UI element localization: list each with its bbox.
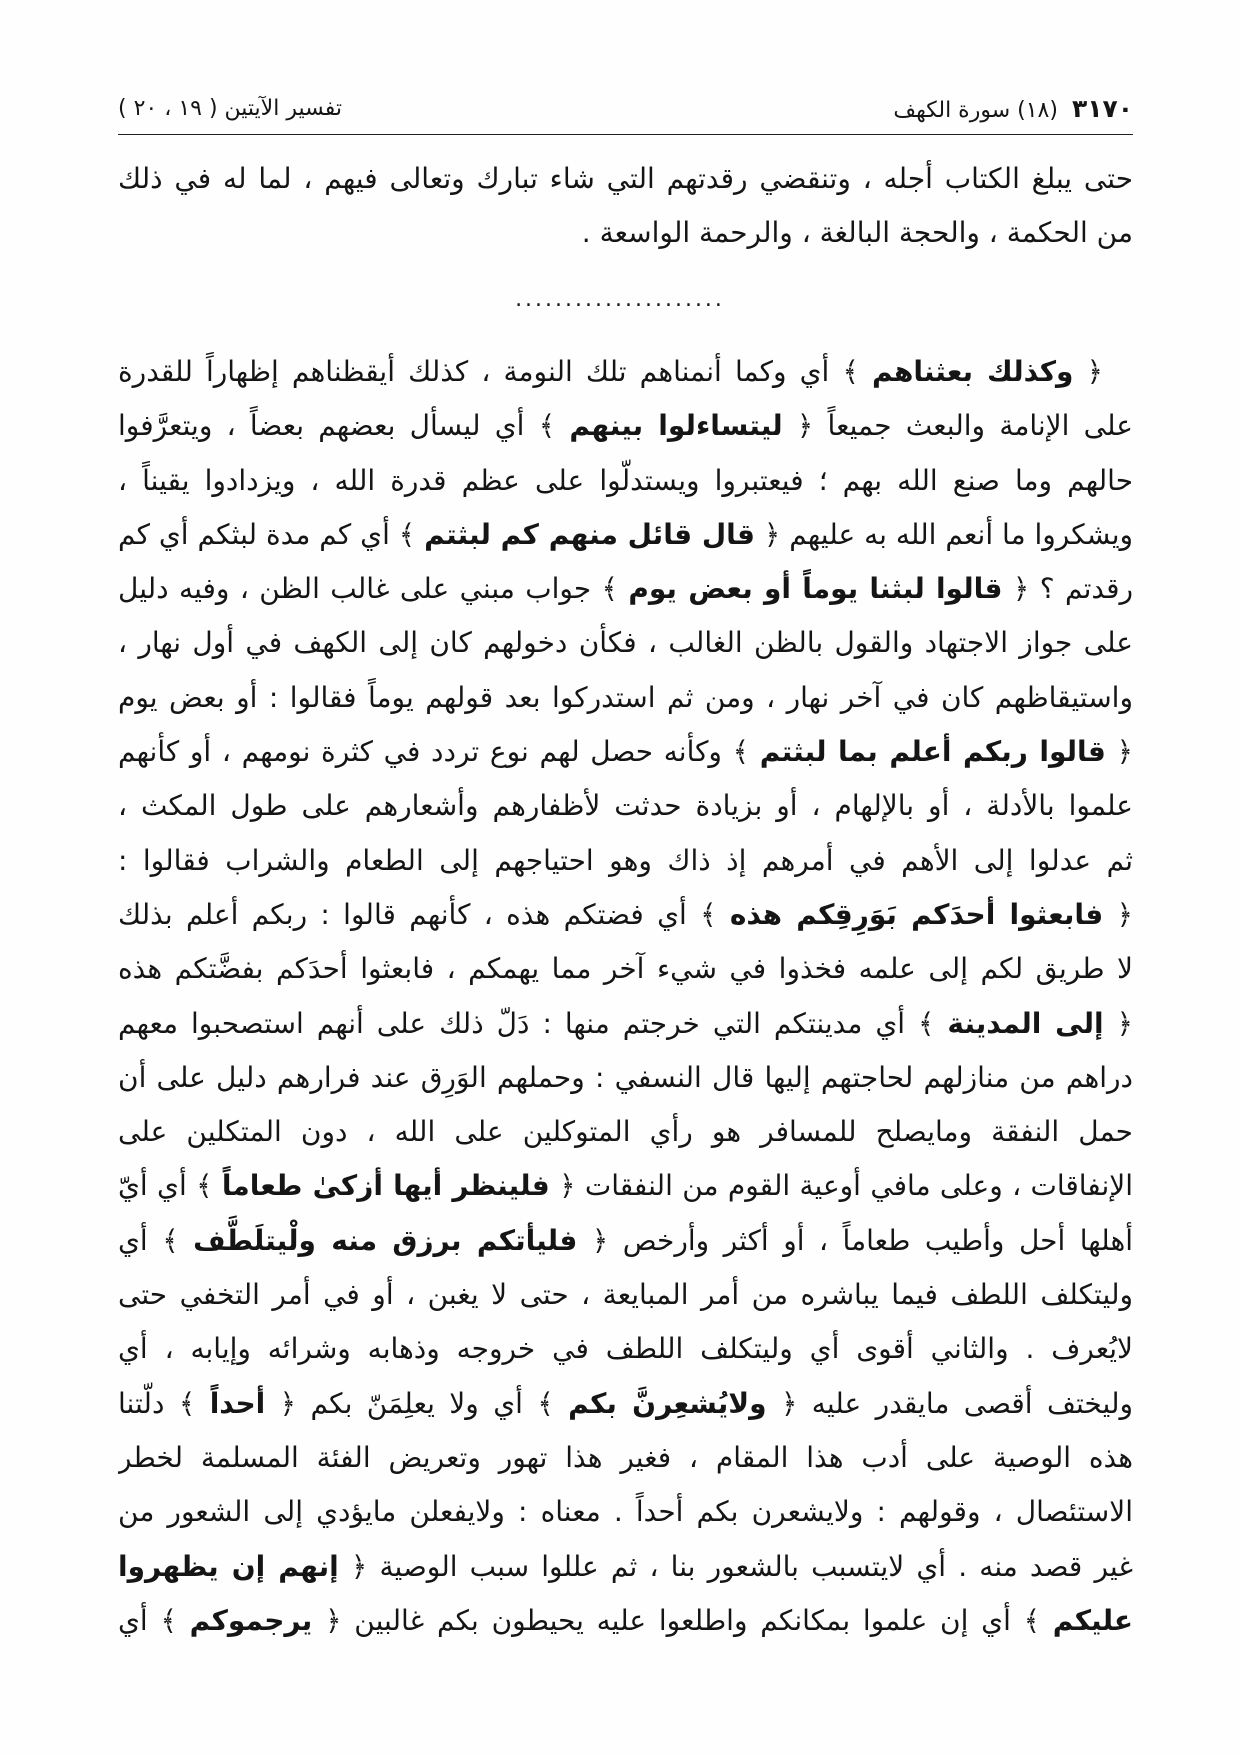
running-header: [118, 86, 1133, 130]
text-line: [118, 942, 1133, 996]
quran-quote: إلى المدينة: [947, 1006, 1104, 1040]
text-line: [118, 1540, 1133, 1594]
text-segment: ﴿: [1103, 1006, 1133, 1040]
text-line: [118, 562, 1133, 616]
text-segment: هذه الوصية على أدب هذا المقام ، فغير هذا تهور وتعريض الفئة المسلمة لخطر: [118, 1440, 1133, 1474]
text-segment: ﴿: [1103, 897, 1133, 931]
text-line: [118, 1322, 1133, 1376]
text-segment: رقدتم ؟ ﴿: [1002, 572, 1133, 606]
text-line: [118, 1268, 1133, 1322]
text-line: [118, 997, 1133, 1051]
quran-quote: ولايُشعِرنَّ بكم: [568, 1386, 767, 1420]
text-segment: الإنفاقات ، وعلى مافي أوعية القوم من النفقات ﴿: [549, 1169, 1133, 1203]
text-segment: ﴾ دلّتنا: [118, 1386, 210, 1420]
quran-quote: قال قائل منهم كم لبثتم: [424, 517, 755, 551]
text-segment: وليختف أقصى مايقدر عليه ﴿: [766, 1386, 1133, 1420]
text-line: [118, 671, 1133, 725]
text-line: [118, 345, 1133, 399]
main-paragraph: [118, 345, 1133, 1648]
text-segment: لا طريق لكم إلى علمه فخذوا في شيء آخر مما يهمكم ، فابعثوا أحدَكم بفضَّتكم هذه: [118, 952, 1133, 986]
text-segment: واستيقاظهم كان في آخر نهار ، ومن ثم استدركوا بعد قولهم يوماً فقالوا : أو بعض يوم: [118, 680, 1133, 714]
text-line: [118, 1159, 1133, 1213]
quran-quote: وكذلك بعثناهم: [871, 355, 1074, 388]
text-segment: على جواز الاجتهاد والقول بالظن الغالب ، فكأن دخولهم كان إلى الكهف في أول نهار ،: [118, 626, 1133, 660]
text-line: [118, 454, 1133, 508]
text-segment: ﴿: [1073, 355, 1103, 388]
quran-quote: فليأتكم برزق منه ولْيتلَطَّف: [193, 1223, 578, 1257]
quran-quote: يرجموكم: [189, 1603, 313, 1637]
quran-quote: قالوا ربكم أعلم بما لبثتم: [759, 735, 1106, 769]
header-rule: [118, 134, 1133, 135]
text-segment: الاستئصال ، وقولهم : ولايشعرن بكم أحداً . معناه : ولايفعلن مايؤدي إلى الشعور من: [118, 1495, 1133, 1529]
text-line: [118, 779, 1133, 833]
text-segment: ﴾ أي إن علموا بمكانكم واطلعوا عليه يحيطون بكم غالبين ﴿: [312, 1603, 1053, 1637]
text-segment: وليتكلف اللطف فيما يباشره من أمر المبايعة ، حتى لا يغبن ، أو في أمر التخفي حتى: [118, 1278, 1133, 1312]
header-right-group: [893, 94, 1133, 123]
text-segment: على الإنامة والبعث جميعاً ﴿: [782, 409, 1133, 443]
text-segment: حمل النفقة ومايصلح للمسافر هو رأي المتوكلين على الله ، دون المتكلين على: [118, 1115, 1133, 1149]
text-segment: حتى يبلغ الكتاب أجله ، وتنقضي رقدتهم التي شاء تبارك وتعالى فيهم ، لما له في ذلك: [118, 162, 1133, 195]
text-segment: من الحكمة ، والحجة البالغة ، والرحمة الواسعة .: [581, 216, 1133, 250]
text-line: [118, 725, 1133, 779]
quran-quote: أحداً: [209, 1386, 266, 1420]
text-line: [118, 1105, 1133, 1159]
text-line: [118, 1485, 1133, 1539]
text-line: [118, 399, 1133, 453]
quran-quote: عليكم: [1052, 1603, 1133, 1637]
text-segment: حالهم وما صنع الله بهم ؛ فيعتبروا ويستدلّوا على عظم قدرة الله ، ويزدادوا يقيناً ،: [118, 463, 1133, 497]
text-line: [118, 834, 1133, 888]
quran-quote: فلينظر أيها أزكىٰ طعاماً: [221, 1169, 550, 1203]
text-segment: لايُعرف . والثاني أقوى أي وليتكلف اللطف في خروجه وذهابه وشرائه وإيابه ، أي: [118, 1332, 1133, 1366]
text-segment: غير قصد منه . أي لايتسبب بالشعور بنا ، ثم عللوا سبب الوصية ﴿: [338, 1549, 1133, 1583]
text-segment: ثم عدلوا إلى الأهم في أمرهم إذ ذاك وهو احتياجهم إلى الطعام والشراب فقالوا :: [118, 843, 1133, 877]
intro-paragraph: [118, 152, 1133, 261]
text-line: [118, 1377, 1133, 1431]
text-segment: ﴾ أي: [118, 1603, 190, 1637]
quran-quote: قالوا لبثنا يوماً أو بعض يوم: [628, 572, 1003, 606]
page-number: ٣١٧٠: [1071, 93, 1133, 123]
text-segment: ﴾ أي: [118, 1223, 194, 1257]
text-line: [118, 1594, 1133, 1648]
text-segment: ﴾ وكأنه حصل لهم نوع تردد في كثرة نومهم ، أو كأنهم: [118, 735, 760, 769]
text-line: [118, 152, 1133, 206]
text-line: [118, 1214, 1133, 1268]
text-segment: ﴾ جواب مبني على غالب الظن ، وفيه دليل: [118, 572, 629, 606]
text-segment: ﴾ أي ولا يعلِمَنّ بكم ﴿: [265, 1386, 569, 1420]
text-segment: دراهم من منازلهم لحاجتهم إليها قال النسفي : وحملهم الوَرِق عند فرارهم دليل على أن: [118, 1060, 1133, 1094]
section-title: تفسير الآيتين ( ١٩ ، ٢٠ ): [118, 95, 342, 121]
text-line: [118, 1051, 1133, 1105]
surah-title: (١٨) سورة الكهف: [893, 97, 1058, 123]
section-separator: .....................: [515, 287, 725, 312]
text-segment: ﴾ أي أيّ: [118, 1169, 222, 1203]
text-line: [118, 1431, 1133, 1485]
text-segment: ﴾ أي ليسأل بعضهم بعضاً ، ويتعرَّفوا: [118, 409, 570, 443]
text-segment: علموا بالأدلة ، أو بالإلهام ، أو بزيادة حدثت لأظفارهم وأشعارهم على طول المكث ،: [118, 789, 1133, 823]
quran-quote: إنهم إن يظهروا: [118, 1549, 339, 1583]
text-segment: ﴾ أي وكما أنمناهم تلك النومة ، كذلك أيقظناهم إظهاراً للقدرة: [118, 355, 872, 388]
text-line: [118, 616, 1133, 670]
text-line: [118, 508, 1133, 562]
text-segment: أهلها أحل وأطيب طعاماً ، أو أكثر وأرخص ﴿: [577, 1223, 1133, 1257]
quran-quote: فابعثوا أحدَكم بَوَرِقِكم هذه: [729, 897, 1104, 931]
text-segment: ﴿: [1105, 735, 1133, 769]
quran-quote: ليتساءلوا بينهم: [569, 409, 783, 443]
text-segment: ﴾ أي كم مدة لبثكم أي كم: [118, 517, 425, 551]
text-line: [118, 206, 1133, 260]
text-line: [118, 888, 1133, 942]
text-segment: ﴾ أي مدينتكم التي خرجتم منها : دَلّ ذلك على أنهم استصحبوا معهم: [118, 1006, 948, 1040]
text-segment: ﴾ أي فضتكم هذه ، كأنهم قالوا : ربكم أعلم بذلك: [118, 897, 730, 931]
text-segment: ويشكروا ما أنعم الله به عليهم ﴿: [754, 517, 1133, 551]
